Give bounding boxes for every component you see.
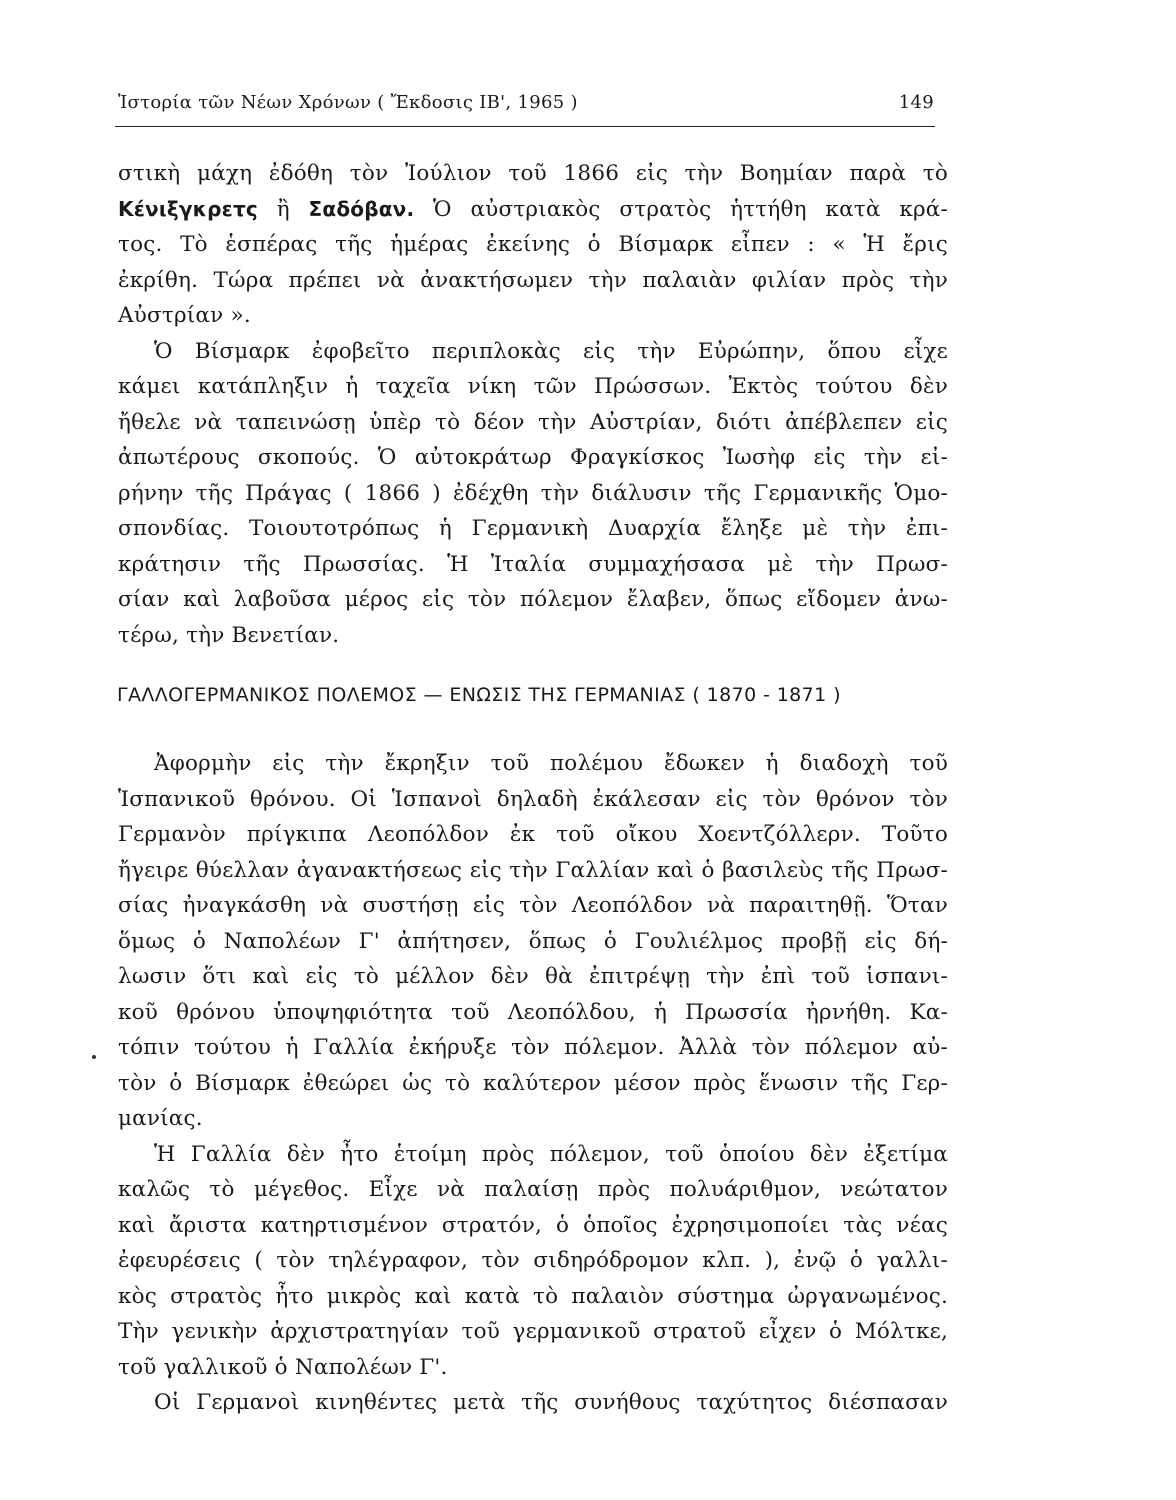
- text-line: κοῦ θρόνου ὑποψηφιότητα τοῦ Λεοπόλδου, ἡ Πρωσσία ἠρνήθη. Κα-: [118, 999, 948, 1025]
- text-line: τὸν ὁ Βίσμαρκ ἐθεώρει ὡς τὸ καλύτερον μέσον πρὸς ἕνωσιν τῆς Γερ-: [118, 1070, 948, 1096]
- text-line: ὅμως ὁ Ναπολέων Γ' ἀπήτησεν, ὅπως ὁ Γουλιέλμος προβῇ εἰς δή-: [118, 928, 948, 954]
- text-span: ἢ: [257, 196, 309, 222]
- bold-place-name: Σαδόβαν.: [308, 196, 415, 221]
- text-line: σίας ἠναγκάσθη νὰ συστήσῃ εἰς τὸν Λεοπόλδον νὰ παραιτηθῇ. Ὅταν: [118, 893, 948, 918]
- text-line: καὶ ἄριστα κατηρτισμένον στρατόν, ὁ ὁποῖος ἐχρησιμοποίει τὰς νέας: [118, 1212, 948, 1238]
- text-line: Ἀφορμὴν εἰς τὴν ἔκρηξιν τοῦ πολέμου ἔδωκεν ἡ διαδοχὴ τοῦ: [154, 751, 948, 776]
- text-line: κάμει κατάπληξιν ἡ ταχεῖα νίκη τῶν Πρώσσων. Ἐκτὸς τούτου δὲν: [118, 374, 948, 399]
- text-line: [118, 192, 948, 228]
- text-line: τος. Τὸ ἑσπέρας τῆς ἡμέρας ἐκείνης ὁ Βίσμαρκ εἶπεν : « Ἡ ἔρις: [118, 232, 948, 257]
- text-line: ἤθελε νὰ ταπεινώσῃ ὑπὲρ τὸ δέον τὴν Αὐστρίαν, διότι ἀπέβλεπεν εἰς: [118, 409, 948, 435]
- stray-mark: [92, 1055, 96, 1059]
- text-line: Τὴν γενικὴν ἀρχιστρατηγίαν τοῦ γερμανικοῦ στρατοῦ εἶχεν ὁ Μόλτκε,: [118, 1319, 948, 1344]
- text-line: Αὐστρίαν ».: [118, 303, 251, 328]
- section-heading: ΓΑΛΛΟΓΕΡΜΑΝΙΚΟΣ ΠΟΛΕΜΟΣ — ΕΝΩΣΙΣ ΤΗΣ ΓΕΡΜΑΝΙΑΣ ( 1870 - 1871 ): [117, 684, 841, 706]
- text-line: ἤγειρε θύελλαν ἀγανακτήσεως εἰς τὴν Γαλλίαν καὶ ὁ βασιλεὺς τῆς Πρωσ-: [118, 857, 948, 883]
- text-line: τοῦ γαλλικοῦ ὁ Ναπολέων Γ'.: [118, 1354, 448, 1380]
- text-line: λωσιν ὅτι καὶ εἰς τὸ μέλλον δὲν θὰ ἐπιτρέψῃ τὴν ἐπὶ τοῦ ἱσπανι-: [118, 964, 948, 989]
- text-line: τόπιν τούτου ἡ Γαλλία ἐκήρυξε τὸν πόλεμον. Ἀλλὰ τὸν πόλεμον αὐ-: [118, 1035, 948, 1060]
- text-line: Γερμανὸν πρίγκιπα Λεοπόλδον ἐκ τοῦ οἴκου Χοεντζόλλερν. Τοῦτο: [118, 822, 948, 847]
- text-line: Ἡ Γαλλία δὲν ἦτο ἑτοίμη πρὸς πόλεμον, τοῦ ὁποίου δὲν ἐξετίμα: [154, 1141, 948, 1167]
- running-header: [118, 92, 934, 113]
- paragraph-block-2: [118, 746, 948, 1421]
- bold-place-name: Κένιξγκρετς: [118, 196, 258, 221]
- header-rule: [115, 126, 935, 127]
- running-title: Ἱστορία τῶν Νέων Χρόνων ( Ἔκδοσις ΙΒ', 1965 ): [118, 92, 578, 113]
- page-number: 149: [898, 92, 934, 113]
- text-line: Ἱσπανικοῦ θρόνου. Οἱ Ἱσπανοὶ δηλαδὴ ἐκάλεσαν εἰς τὸν θρόνον τὸν: [118, 786, 948, 812]
- text-line: ἐφευρέσεις ( τὸν τηλέγραφον, τὸν σιδηρόδρομον κλπ. ), ἐνῷ ὁ γαλλι-: [118, 1248, 948, 1273]
- text-line: κὸς στρατὸς ἦτο μικρὸς καὶ κατὰ τὸ παλαιὸν σύστημα ὠργανωμένος.: [118, 1283, 948, 1309]
- text-line: Οἱ Γερμανοὶ κινηθέντες μετὰ τῆς συνήθους ταχύτητος διέσπασαν: [154, 1390, 948, 1415]
- text-line: σίαν καὶ λαβοῦσα μέρος εἰς τὸν πόλεμον ἔλαβεν, ὅπως εἴδομεν ἀνω-: [118, 587, 948, 612]
- text-line: καλῶς τὸ μέγεθος. Εἶχε νὰ παλαίσῃ πρὸς πολυάριθμον, νεώτατον: [118, 1177, 948, 1202]
- text-line: ρήνην τῆς Πράγας ( 1866 ) ἐδέχθη τὴν διάλυσιν τῆς Γερμανικῆς Ὁμο-: [118, 480, 948, 506]
- text-line: μανίας.: [118, 1106, 203, 1131]
- text-line: Ὁ Βίσμαρκ ἐφοβεῖτο περιπλοκὰς εἰς τὴν Εὐρώπην, ὅπου εἶχε: [154, 338, 948, 364]
- paragraph-block-1: [118, 156, 948, 653]
- text-line: σπονδίας. Τοιουτοτρόπως ἡ Γερμανικὴ Δυαρχία ἔληξε μὲ τὴν ἐπι-: [118, 516, 948, 541]
- text-line: ἐκρίθη. Τώρα πρέπει νὰ ἀνακτήσωμεν τὴν παλαιὰν φιλίαν πρὸς τὴν: [118, 267, 948, 293]
- text-line: κράτησιν τῆς Πρωσσίας. Ἡ Ἰταλία συμμαχήσασα μὲ τὴν Πρωσ-: [118, 551, 948, 577]
- text-span: Ὁ αὐστριακὸς στρατὸς ἡττήθη κατὰ κρά-: [414, 196, 948, 222]
- text-line: τέρω, τὴν Βενετίαν.: [118, 622, 340, 648]
- text-line: στικὴ μάχη ἐδόθη τὸν Ἰούλιον τοῦ 1866 εἰς τὴν Βοημίαν παρὰ τὸ: [118, 161, 948, 186]
- text-line: ἀπωτέρους σκοπούς. Ὁ αὐτοκράτωρ Φραγκίσκος Ἰωσὴφ εἰς τὴν εἰ-: [118, 445, 948, 470]
